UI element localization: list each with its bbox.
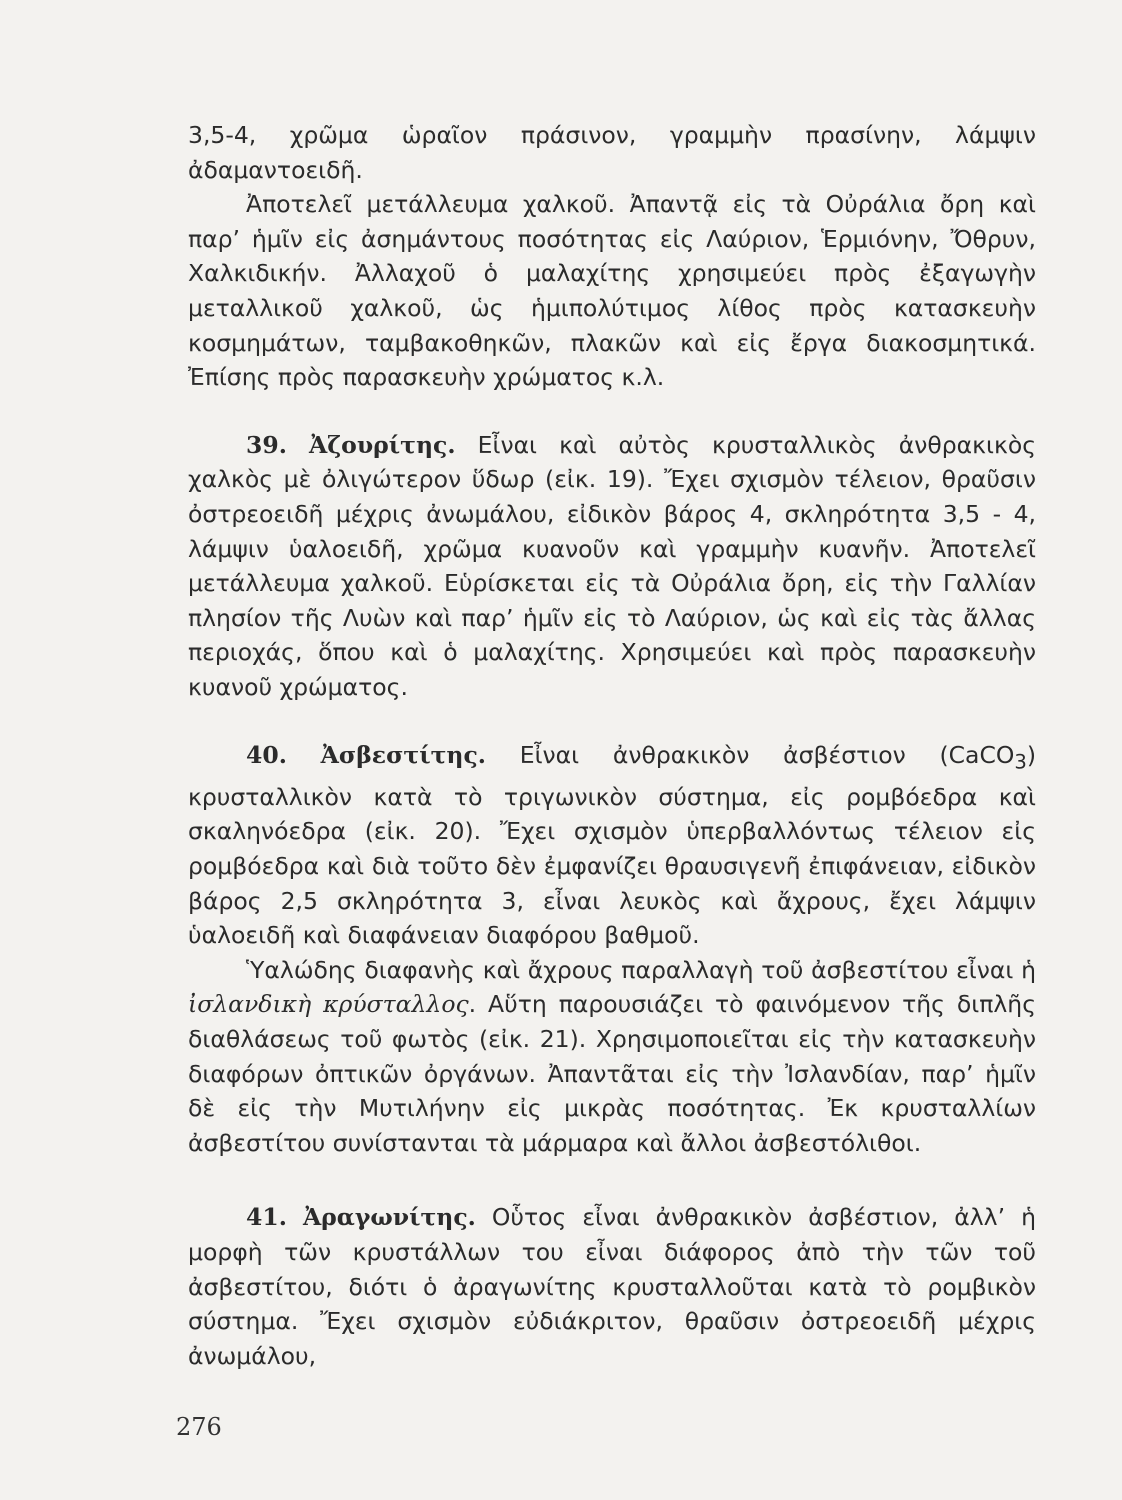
paragraph-calcite	[188, 738, 1036, 953]
formula-subscript: 3	[1014, 750, 1027, 774]
paragraph-malachite-uses: Ἀποτελεῖ μετάλλευμα χαλκοῦ. Ἀπαντᾷ εἰς τὰ Οὐράλια ὄρη καὶ παρ’ ἡμῖν εἰς ἀσημάντους ποσότητας εἰς Λαύριον, Ἑρμιόνην, Ὄθρυν, Χαλκιδικήν. Ἀλλαχοῦ ὁ μαλαχίτης χρησιμεύει πρὸς ἐξαγωγὴν μεταλλικοῦ χαλκοῦ, ὡς ἡμιπολύτιμος λίθος πρὸς κατασκευὴν κοσμημάτων, ταμβακοθηκῶν, πλακῶν καὶ εἰς ἔργα διακοσμητικά. Ἐπίσης πρὸς παρασκευὴν χρώματος κ.λ.	[188, 190, 1036, 392]
section-number: 41.	[246, 1203, 287, 1232]
paragraph-text: Εἶναι ἀνθρακικὸν ἀσβέστιον (CaCO	[519, 740, 1015, 769]
mineral-term: Ἀζουρίτης.	[309, 430, 456, 459]
paragraph-text-cont: ) κρυσταλλικὸν κατὰ τὸ τριγωνικὸν σύστημα, εἰς ρομβόεδρα καὶ σκαληνόεδρα (εἰκ. 20). Ἔχει σχισμὸν ὑπερβαλλόντως τέλειον εἰς ρομβόεδρα καὶ διὰ τοῦτο δὲν ἐμφανίζει θραυσιγενῆ ἐπιφάνειαν, εἰδικὸν βάρος 2,5 σκληρότητα 3, εἶναι λευκὸς καὶ ἄχρους, ἔχει λάμψιν ὑαλοειδῆ καὶ διαφάνειαν διαφόρου βαθμοῦ.	[188, 740, 1036, 950]
paragraph-iceland-spar	[188, 953, 1036, 1161]
mineral-term: Ἀσβεστίτης.	[320, 740, 486, 769]
italic-term: ἰσλανδικὴ κρύσταλλος	[188, 990, 469, 1019]
paragraph-text: Οὗτος εἶναι ἀνθρακικὸν ἀσβέστιον, ἀλλ’ ἡ μορφὴ τῶν κρυστάλλων του εἶναι διάφορος ἀπὸ τὴν τῶν τοῦ ἀσβεστίτου, διότι ὁ ἀραγωνίτης κρυσταλλοῦται κατὰ τὸ ρομβικὸν σύστημα. Ἔχει σχισμὸν εὐδιάκριτον, θραῦσιν ὀστρεοειδῆ μέχρις ἀνωμάλου,	[188, 1203, 1036, 1370]
paragraph-text: Ὑαλώδης διαφανὴς καὶ ἄχρους παραλλαγὴ τοῦ ἀσβεστίτου εἶναι ἡ	[246, 955, 1036, 984]
paragraph-text-cont: . Αὕτη παρουσιάζει τὸ φαινόμενον τῆς διπλῆς διαθλάσεως τοῦ φωτὸς (εἰκ. 21). Χρησιμοποιεῖται εἰς τὴν κατασκευὴν διαφόρων ὀπτικῶν ὀργάνων. Ἀπαντᾶται εἰς τὴν Ἰσλανδίαν, παρ’ ἡμῖν δὲ εἰς τὴν Μυτιλήνην εἰς μικρὰς ποσότητας. Ἐκ κρυσταλλίων ἀσβεστίτου συνίστανται τὰ μάρμαρα καὶ ἄλλοι ἀσβεστόλιθοι.	[188, 990, 1036, 1157]
mineral-term: Ἀραγωνίτης.	[302, 1203, 476, 1232]
paragraph-aragonite	[188, 1200, 1036, 1373]
paragraph-azurite	[188, 428, 1036, 705]
section-number: 40.	[246, 740, 287, 769]
body-text	[188, 118, 1036, 1373]
page-number: 276	[176, 1413, 222, 1441]
paragraph-text: Εἶναι καὶ αὐτὸς κρυσταλλικὸς ἀνθρακικὸς χαλκὸς μὲ ὀλιγώτερον ὕδωρ (εἰκ. 19). Ἔχει σχισμὸν τέλειον, θραῦσιν ὀστρεοειδῆ μέχρις ἀνωμάλου, εἰδικὸν βάρος 4, σκληρότητα 3,5 - 4, λάμψιν ὑαλοειδῆ, χρῶμα κυανοῦν καὶ γραμμὴν κυανῆν. Ἀποτελεῖ μετάλλευμα χαλκοῦ. Εὑρίσκεται εἰς τὰ Οὐράλια ὄρη, εἰς τὴν Γαλλίαν πλησίον τῆς Λυὼν καὶ παρ’ ἡμῖν εἰς τὸ Λαύριον, ὡς καὶ εἰς τὰς ἄλλας περιοχάς, ὅπου καὶ ὁ μαλαχίτης. Χρησιμεύει καὶ πρὸς παρασκευὴν κυανοῦ χρώματος.	[188, 430, 1036, 701]
paragraph-continuation: 3,5-4, χρῶμα ὡραῖον πράσινον, γραμμὴν πρασίνην, λάμψιν ἀδαμαντοειδῆ.	[188, 121, 1036, 184]
section-number: 39.	[246, 430, 287, 459]
